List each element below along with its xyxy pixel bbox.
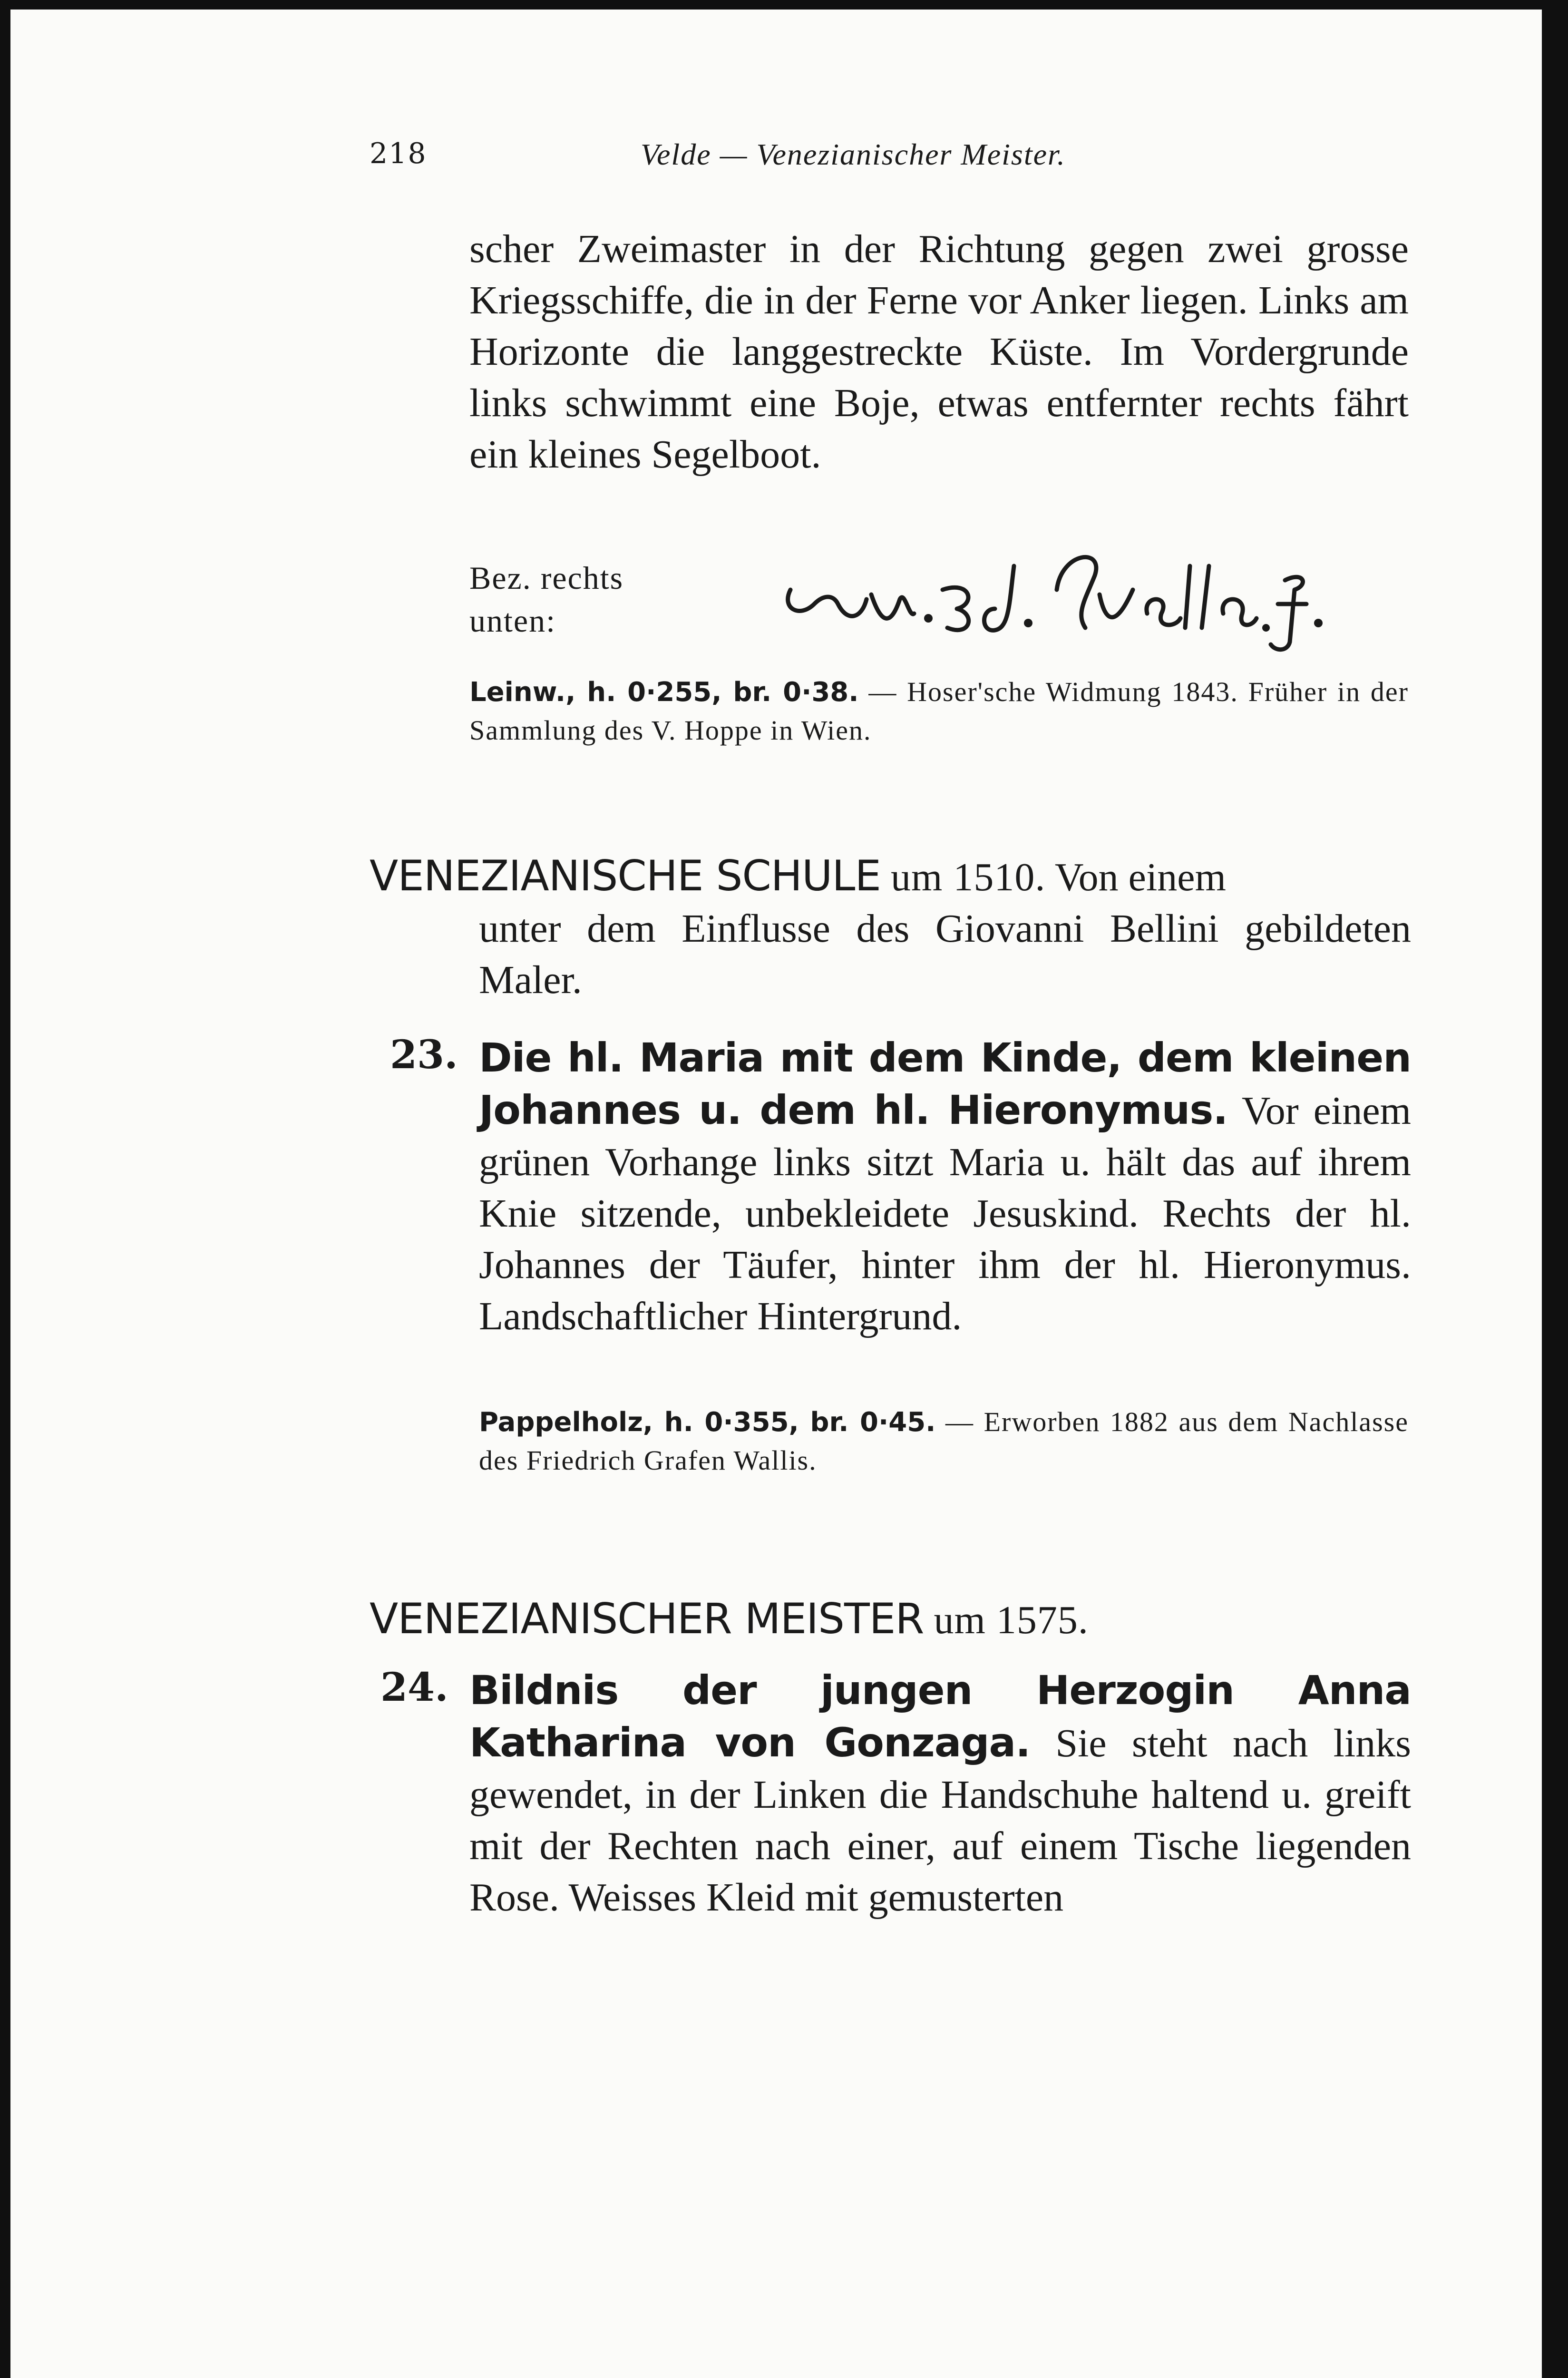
- entry-description: Vor einem grünen Vorhange links sitzt Maria u. hält das auf ihrem Knie sitzende, unbekleidete Jesuskind. Rechts der hl. Johannes der Täufer, hinter ihm der hl. Hieronymus. Landschaftlicher Hintergrund.: [479, 1089, 1412, 1338]
- continuation-paragraph: scher Zweimaster in der Richtung gegen zwei grosse Kriegsschiffe, die in der Ferne vor Anker liegen. Links am Horizonte die langgestreckte Küste. Im Vordergrunde links schwimmt eine Boje, etwas entfernter rechts fährt ein kleines Segelboot.: [469, 227, 1409, 477]
- sig-stroke-V: [1100, 590, 1133, 617]
- signature-image: [771, 537, 1333, 656]
- sig-dot-4: [1314, 619, 1323, 627]
- sig-stroke-e2: [1223, 599, 1256, 625]
- sig-dot-3: [1262, 624, 1270, 632]
- signature-label-line2: unten:: [469, 603, 556, 639]
- sig-dot-1: [924, 614, 933, 623]
- entry-title: Bildnis der jungen Herzogin Anna Katharina von Gonzaga.: [469, 1667, 1411, 1766]
- sig-stroke-v: [871, 594, 914, 618]
- sig-stroke-ll: [1185, 566, 1209, 628]
- section-intro-rest: unter dem Einflusse des Giovanni Bellini gebildeten Maler.: [479, 906, 1411, 1002]
- signature-label-line1: Bez. rechts: [469, 560, 624, 596]
- page-header: [370, 137, 1435, 194]
- book-page: [10, 10, 1542, 2378]
- sig-stroke-e: [1147, 599, 1180, 625]
- entry-23-provenance-history: — Erworben 1882 aus dem Nachlasse des Friedrich Grafen Wallis.: [479, 1406, 1409, 1476]
- entry-number: 23.: [390, 1032, 458, 1078]
- sig-stroke-loop: [1057, 557, 1096, 628]
- velde-provenance-medium: Leinw., h. 0·255, br. 0·38.: [469, 677, 859, 708]
- section-intro-first: Von einem: [1045, 855, 1226, 899]
- section-venezianische-schule: [370, 850, 1411, 1006]
- signature-label: [469, 556, 698, 642]
- entry-23-provenance: [479, 1403, 1409, 1480]
- sig-stroke-d1: [943, 587, 969, 630]
- sig-stroke-w: [788, 590, 867, 616]
- section-heading: VENEZIANISCHER MEISTER: [370, 1594, 924, 1643]
- entry-description: Sie steht nach links gewendet, in der Linken die Handschuhe haltend u. greift mit der Rechten nach einer, auf einem Tische liegenden Rose. Weisses Kleid mit gemusterten: [469, 1721, 1411, 1920]
- section-year: um 1575.: [934, 1598, 1089, 1642]
- sig-stroke-d2: [984, 566, 1014, 630]
- section-venezianischer-meister: [370, 1593, 1411, 1646]
- entry-23: [390, 1032, 1411, 1342]
- section-year: um 1510.: [891, 855, 1046, 899]
- running-title: Velde — Venezianischer Meister.: [641, 137, 1066, 171]
- entry-number: 24.: [380, 1665, 448, 1710]
- entry-24: [380, 1665, 1411, 1923]
- entry-23-provenance-medium: Pappelholz, h. 0·355, br. 0·45.: [479, 1407, 936, 1438]
- velde-provenance: [469, 673, 1409, 750]
- velde-provenance-history: — Hoser'sche Widmung 1843. Früher in der Sammlung des V. Hoppe in Wien.: [469, 676, 1409, 746]
- page-number: 218: [370, 137, 427, 170]
- sig-dot-2: [1024, 619, 1032, 627]
- sig-stroke-f: [1271, 577, 1306, 649]
- entry-title: Die hl. Maria mit dem Kinde, dem kleinen Johannes u. dem hl. Hieronymus.: [479, 1034, 1411, 1133]
- section-heading: VENEZIANISCHE SCHULE: [370, 851, 881, 900]
